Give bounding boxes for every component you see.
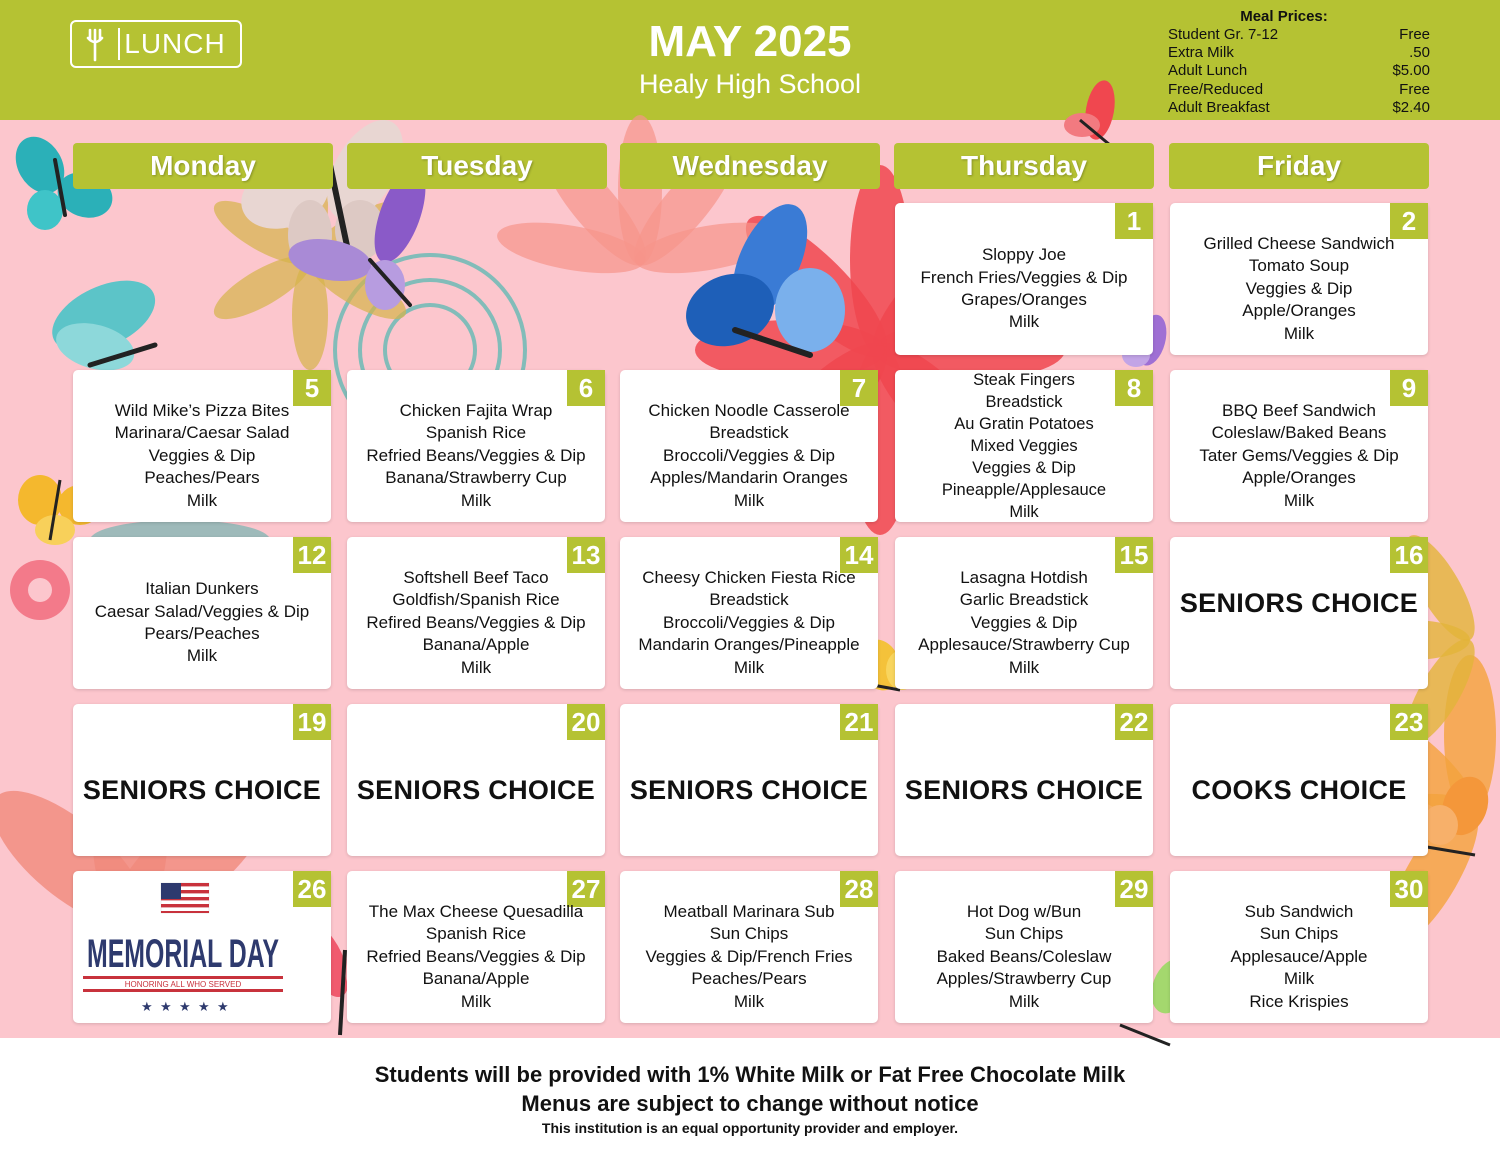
badge-label: LUNCH [124,28,226,59]
menu-list [347,891,605,1023]
menu-item: Au Gratin Potatoes [954,415,1094,433]
menu-list [1170,390,1428,522]
price-value: $2.40 [1392,98,1430,116]
menu-item: BBQ Beef Sandwich [1221,400,1377,420]
price-label: Adult Lunch [1168,62,1248,80]
day-number: 12 [293,537,331,573]
menu-item: Broccoli/Veggies & Dip [663,612,835,632]
day-number: 21 [840,704,878,740]
svg-text:★: ★ [217,1000,229,1015]
menu-item: Coleslaw/Baked Beans [1211,423,1387,443]
day-header-friday: Friday [1169,143,1429,189]
special-menu-label: SENIORS CHOICE [904,774,1144,805]
menu-item: Veggies & Dip [970,612,1078,632]
menu-item: Apple/Oranges [1242,468,1356,488]
menu-item: Caesar Salad/Veggies & Dip [94,601,310,621]
day-header-wednesday: Wednesday [620,143,880,189]
calendar-day [347,537,605,689]
price-label: Student Gr. 7-12 [1168,26,1279,43]
menu-item: Refired Beans/Veggies & Dip [366,612,586,632]
day-number: 14 [840,537,878,573]
stars-icon [141,1000,229,1015]
menu-item: Italian Dunkers [145,579,259,599]
menu-item: Milk [733,490,765,510]
menu-item: Sun Chips [1259,924,1339,944]
menu-item: Sun Chips [984,924,1064,944]
header-banner [0,0,1500,120]
day-header-tuesday: Tuesday [347,143,607,189]
day-number: 19 [293,704,331,740]
day-number: 20 [567,704,605,740]
menu-item: Cheesy Chicken Fiesta Rice [642,567,856,587]
calendar-day [73,370,331,522]
menu-item: Milk [460,657,492,677]
calendar-day [895,370,1153,522]
special-menu-label: SENIORS CHOICE [629,774,869,805]
calendar-day [895,871,1153,1023]
day-number: 27 [567,871,605,907]
price-row [1168,44,1430,62]
price-row [1168,81,1430,99]
calendar-day [620,370,878,522]
svg-text:★: ★ [160,1000,172,1015]
menu-list [895,223,1153,355]
memorial-day-graphic [77,871,287,1023]
butterfly-icon [41,266,166,378]
calendar-day [1170,871,1428,1023]
svg-text:★: ★ [179,1000,191,1015]
calendar-day [895,203,1153,355]
special-menu-label: SENIORS CHOICE [356,774,596,805]
menu-item: Broccoli/Veggies & Dip [663,445,835,465]
menu-item: Tomato Soup [1248,256,1350,276]
menu-item: Applesauce/Apple [1230,946,1368,966]
price-row [1168,26,1430,44]
menu-list [620,390,878,522]
day-number: 1 [1115,203,1153,239]
menu-list [347,557,605,689]
special-menu-label: SENIORS CHOICE [1179,587,1419,618]
menu-item: Milk [1008,991,1040,1011]
menu-item: Sun Chips [709,924,789,944]
menu-item: Pineapple/Applesauce [941,481,1107,499]
menu-item: Wild Mike’s Pizza Bites [114,400,290,420]
fork-icon [84,28,110,62]
day-number: 23 [1390,704,1428,740]
menu-item: Grilled Cheese Sandwich [1203,233,1395,253]
calendar-day [347,871,605,1023]
day-number: 29 [1115,871,1153,907]
menu-item: Milk [1008,312,1040,332]
lunch-badge [70,20,242,68]
menu-item: Peaches/Pears [144,468,260,488]
calendar-day [620,871,878,1023]
flower-icon [10,560,70,620]
menu-item: Breadstick [709,423,789,443]
calendar-day [1170,370,1428,522]
menu-item: Sloppy Joe [981,245,1067,265]
menu-item: Grapes/Oranges [961,290,1087,309]
menu-list [895,557,1153,689]
menu-item: Peaches/Pears [691,969,807,989]
menu-item: French Fries/Veggies & Dip [920,267,1128,287]
menu-item: Spanish Rice [425,423,527,443]
menu-item: Milk [1008,657,1040,677]
day-number: 26 [293,871,331,907]
menu-item: Softshell Beef Taco [403,567,549,587]
menu-item: Tater Gems/Veggies & Dip [1199,445,1399,465]
menu-item: Steak Fingers [973,371,1075,389]
meal-prices-title: Meal Prices: [1240,8,1328,25]
day-number: 22 [1115,704,1153,740]
day-number: 28 [840,871,878,907]
menu-item: Meatball Marinara Sub [663,901,835,921]
menu-list [620,557,878,689]
calendar-day [1170,203,1428,355]
memorial-subtitle: HONORING ALL WHO SERVED [124,980,242,989]
menu-item: Apple/Oranges [1242,301,1356,321]
menu-item: Mixed Veggies [970,437,1078,455]
calendar-day [347,370,605,522]
price-value: .50 [1409,44,1430,62]
menu-item: Milk [733,657,765,677]
menu-list [1170,223,1428,355]
menu-item: Banana/Apple [422,969,530,989]
menu-item: The Max Cheese Quesadilla [368,901,584,921]
menu-item: Milk [1283,490,1315,510]
price-row [1168,62,1430,80]
svg-text:★: ★ [141,1000,153,1015]
price-value: Free [1399,26,1430,43]
calendar-day [620,537,878,689]
special-menu-label: SENIORS CHOICE [82,774,322,805]
price-label: Free/Reduced [1168,80,1264,98]
menu-item: Milk [1283,969,1315,989]
day-number: 13 [567,537,605,573]
day-number: 15 [1115,537,1153,573]
menu-item: Applesauce/Strawberry Cup [918,635,1130,655]
menu-item: Chicken Fajita Wrap [399,400,553,420]
menu-item: Apples/Mandarin Oranges [650,468,848,488]
menu-item: Lasagna Hotdish [960,567,1088,587]
menu-item: Baked Beans/Coleslaw [936,946,1112,966]
milk-notice: Students will be provided with 1% White Milk or Fat Free Chocolate Milk [374,1062,1126,1087]
menu-item: Milk [1009,503,1039,521]
calendar-day [73,704,331,856]
badge-divider [118,28,120,60]
menu-item: Milk [186,646,218,666]
calendar-day [73,537,331,689]
menu-item: Milk [733,991,765,1011]
menu-item: Banana/Strawberry Cup [385,468,567,488]
flag-icon [161,883,209,913]
memorial-title: MEMORIAL DAY [87,932,280,976]
menu-item: Sub Sandwich [1244,901,1354,921]
calendar-day [895,537,1153,689]
menu-list [73,557,331,689]
menu-item: Refried Beans/Veggies & Dip [366,445,586,465]
menu-item: Rice Krispies [1249,991,1349,1011]
price-value: Free [1399,80,1430,98]
menu-list [895,370,1153,522]
calendar-day [620,704,878,856]
day-number: 5 [293,370,331,406]
title-block [450,16,1050,100]
day-number: 7 [840,370,878,406]
menu-item: Marinara/Caesar Salad [114,423,290,443]
day-number: 6 [567,370,605,406]
menu-list [347,390,605,522]
menu-list [73,390,331,522]
menu-item: Milk [186,490,218,510]
calendar-day [1170,704,1428,856]
menu-item: Pears/Peaches [144,624,260,643]
meal-prices [1168,8,1430,117]
menu-item: Hot Dog w/Bun [966,901,1082,921]
menu-list [620,891,878,1023]
calendar-day [895,704,1153,856]
menu-item: Milk [460,991,492,1011]
menu-item: Breadstick [985,393,1063,411]
menu-item: Spanish Rice [425,924,527,944]
page-title: MAY 2025 [648,17,852,66]
svg-text:★: ★ [198,1000,210,1015]
price-value: $5.00 [1392,62,1430,80]
menu-item: Milk [460,490,492,510]
menu-item: Veggies & Dip/French Fries [645,946,853,966]
equal-opportunity-statement: This institution is an equal opportunity provider and employer. [541,1120,959,1136]
menu-item: Chicken Noodle Casserole [648,400,850,420]
calendar-day [73,871,331,1023]
menu-list [1170,891,1428,1023]
day-header-thursday: Thursday [894,143,1154,189]
menu-list [895,891,1153,1023]
menu-item: Mandarin Oranges/Pineapple [638,635,860,655]
day-number: 30 [1390,871,1428,907]
day-number: 8 [1115,370,1153,406]
special-menu-label: COOKS CHOICE [1191,774,1407,805]
menu-item: Veggies & Dip [1245,278,1353,298]
day-number: 9 [1390,370,1428,406]
menu-item: Apples/Strawberry Cup [936,969,1112,989]
school-name: Healy High School [638,69,862,99]
calendar-day [1170,537,1428,689]
change-notice: Menus are subject to change without notice [521,1091,979,1116]
day-header-monday: Monday [73,143,333,189]
menu-item: Veggies & Dip [148,445,256,465]
price-label: Extra Milk [1168,44,1234,62]
menu-item: Banana/Apple [422,635,530,655]
footer [0,1060,1500,1138]
day-number: 16 [1390,537,1428,573]
menu-item: Veggies & Dip [972,459,1076,477]
menu-item: Goldfish/Spanish Rice [392,590,560,610]
day-number: 2 [1390,203,1428,239]
price-row [1168,99,1430,117]
menu-item: Garlic Breadstick [959,590,1089,610]
menu-item: Refried Beans/Veggies & Dip [366,946,586,966]
calendar-day [347,704,605,856]
menu-item: Breadstick [709,590,789,610]
menu-item: Milk [1283,323,1315,343]
price-label: Adult Breakfast [1168,98,1270,116]
